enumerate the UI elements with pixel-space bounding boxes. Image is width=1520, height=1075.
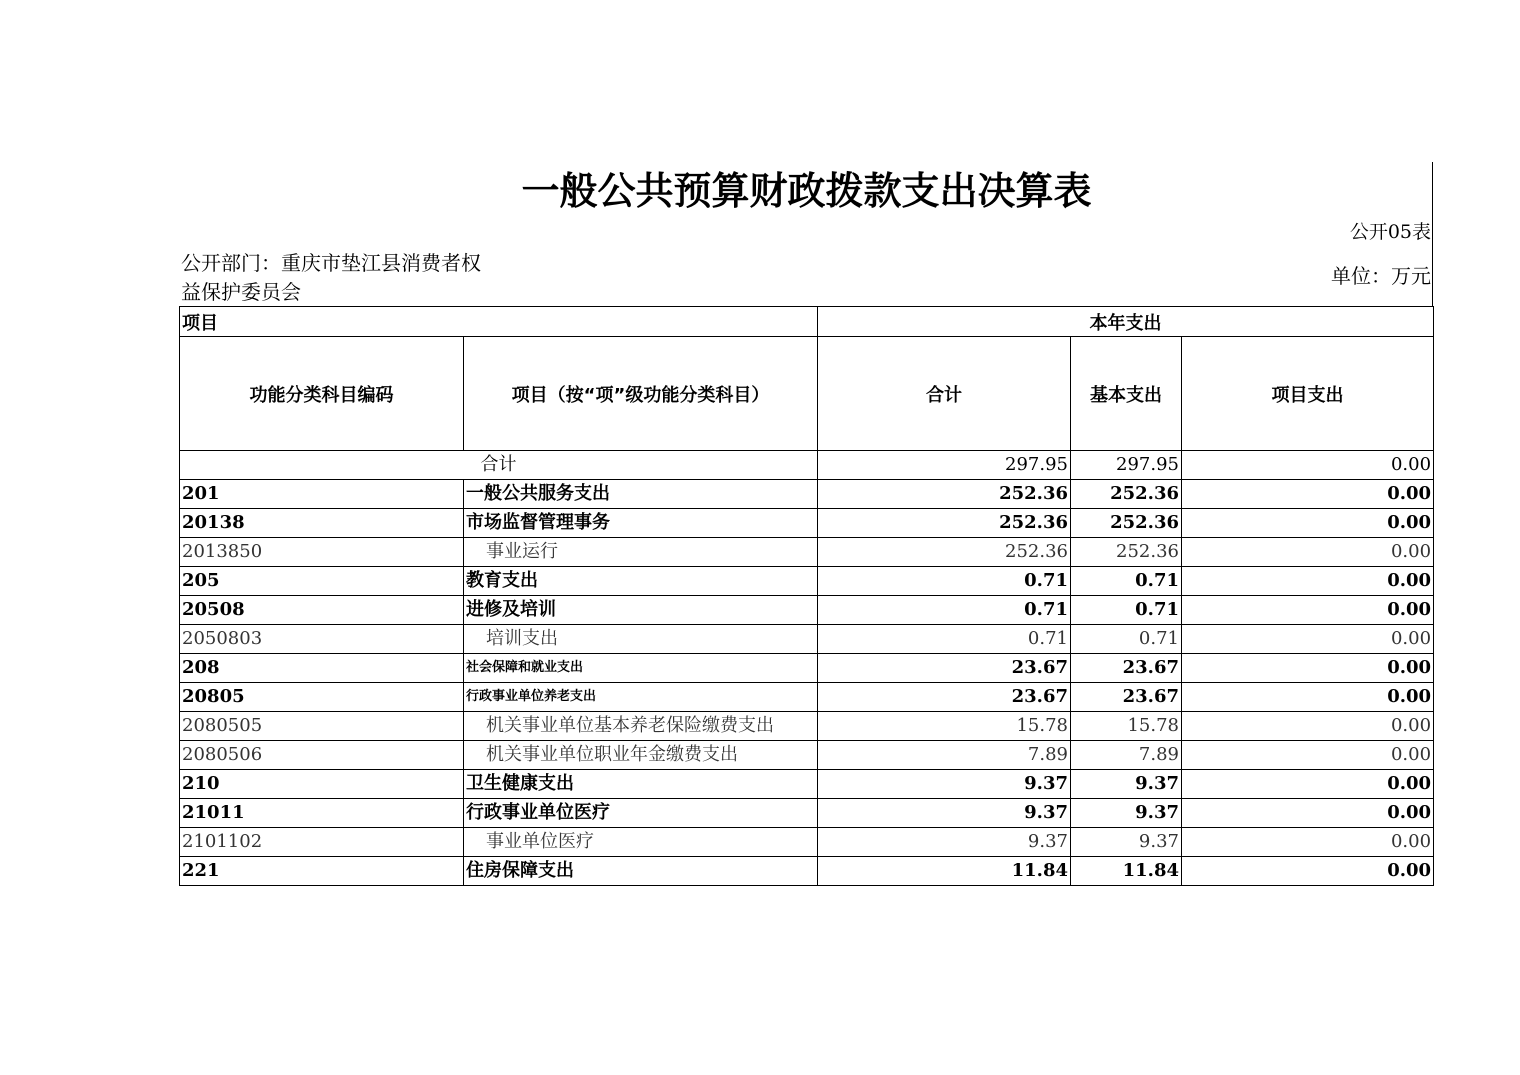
- header-project-expense: 项目支出: [1182, 337, 1434, 451]
- row-basic: 0.71: [1071, 567, 1182, 596]
- row-code: 20138: [180, 509, 464, 538]
- row-name: 机关事业单位基本养老保险缴费支出: [464, 712, 818, 741]
- row-total: 252.36: [818, 509, 1071, 538]
- row-project: 0.00: [1182, 480, 1434, 509]
- row-name: 培训支出: [464, 625, 818, 654]
- table-row: [180, 683, 1434, 712]
- row-total: 7.89: [818, 741, 1071, 770]
- page-title: 一般公共预算财政拨款支出决算表: [521, 169, 1092, 213]
- table-row: [180, 480, 1434, 509]
- header-item: 项目（按“项”级功能分类科目）: [464, 337, 818, 451]
- row-name: 市场监督管理事务: [464, 509, 818, 538]
- unit-label: 单位：万元: [1331, 264, 1431, 288]
- row-total: 9.37: [818, 770, 1071, 799]
- row-project: 0.00: [1182, 596, 1434, 625]
- row-project: 0.00: [1182, 567, 1434, 596]
- row-basic: 0.71: [1071, 625, 1182, 654]
- table-row: [180, 799, 1434, 828]
- header-code: 功能分类科目编码: [180, 337, 464, 451]
- row-basic: 9.37: [1071, 828, 1182, 857]
- row-code: 201: [180, 480, 464, 509]
- table-row: [180, 828, 1434, 857]
- row-project: 0.00: [1182, 654, 1434, 683]
- total-row: [180, 451, 1434, 480]
- row-name: 行政事业单位养老支出: [464, 683, 818, 712]
- expense-table: [179, 306, 1434, 886]
- table-row: [180, 538, 1434, 567]
- header-row-top: [180, 307, 1434, 337]
- row-code: 20508: [180, 596, 464, 625]
- row-total: 0.71: [818, 625, 1071, 654]
- vertical-rule: [1432, 162, 1433, 307]
- row-name: 社会保障和就业支出: [464, 654, 818, 683]
- table-row: [180, 741, 1434, 770]
- row-code: 21011: [180, 799, 464, 828]
- row-project: 0.00: [1182, 770, 1434, 799]
- row-basic: 7.89: [1071, 741, 1182, 770]
- row-project: 0.00: [1182, 799, 1434, 828]
- row-total: 23.67: [818, 654, 1071, 683]
- header-project: 项目: [180, 307, 818, 337]
- row-basic: 9.37: [1071, 799, 1182, 828]
- row-total: 23.67: [818, 683, 1071, 712]
- table-row: [180, 654, 1434, 683]
- row-project: 0.00: [1182, 712, 1434, 741]
- table-row: [180, 857, 1434, 886]
- row-basic: 252.36: [1071, 480, 1182, 509]
- department-label: 公开部门：重庆市垫江县消费者权益保护委员会: [181, 251, 481, 304]
- row-name: 教育支出: [464, 567, 818, 596]
- row-project: 0.00: [1182, 828, 1434, 857]
- table-row: [180, 712, 1434, 741]
- row-code: 2013850: [180, 538, 464, 567]
- row-total: 9.37: [818, 828, 1071, 857]
- row-total: 15.78: [818, 712, 1071, 741]
- row-total: 0.71: [818, 567, 1071, 596]
- row-total: 9.37: [818, 799, 1071, 828]
- row-name: 一般公共服务支出: [464, 480, 818, 509]
- header-row-columns: [180, 337, 1434, 451]
- header-current-year-expense: 本年支出: [818, 307, 1434, 337]
- row-code: 210: [180, 770, 464, 799]
- table-row: [180, 625, 1434, 654]
- table-row: [180, 509, 1434, 538]
- row-project: 0.00: [1182, 857, 1434, 886]
- row-name: 行政事业单位医疗: [464, 799, 818, 828]
- row-name: 住房保障支出: [464, 857, 818, 886]
- row-total: 0.71: [818, 596, 1071, 625]
- row-total: 11.84: [818, 857, 1071, 886]
- row-code: 205: [180, 567, 464, 596]
- row-project: 0.00: [1182, 741, 1434, 770]
- row-name: 事业单位医疗: [464, 828, 818, 857]
- row-name: 机关事业单位职业年金缴费支出: [464, 741, 818, 770]
- header-basic: 基本支出: [1071, 337, 1182, 451]
- row-name: 卫生健康支出: [464, 770, 818, 799]
- row-code: 2050803: [180, 625, 464, 654]
- form-number: 公开05表: [1349, 221, 1431, 243]
- row-code: 20805: [180, 683, 464, 712]
- total-basic: 297.95: [1071, 451, 1182, 480]
- table-row: [180, 567, 1434, 596]
- row-total: 252.36: [818, 480, 1071, 509]
- row-total: 252.36: [818, 538, 1071, 567]
- row-project: 0.00: [1182, 538, 1434, 567]
- row-basic: 252.36: [1071, 538, 1182, 567]
- row-project: 0.00: [1182, 509, 1434, 538]
- row-code: 2080505: [180, 712, 464, 741]
- row-name: 事业运行: [464, 538, 818, 567]
- row-code: 208: [180, 654, 464, 683]
- row-basic: 23.67: [1071, 654, 1182, 683]
- row-name: 进修及培训: [464, 596, 818, 625]
- row-basic: 15.78: [1071, 712, 1182, 741]
- table-row: [180, 770, 1434, 799]
- row-project: 0.00: [1182, 683, 1434, 712]
- row-basic: 252.36: [1071, 509, 1182, 538]
- table-row: [180, 596, 1434, 625]
- row-code: 2080506: [180, 741, 464, 770]
- header-total: 合计: [818, 337, 1071, 451]
- row-basic: 23.67: [1071, 683, 1182, 712]
- total-project: 0.00: [1182, 451, 1434, 480]
- row-code: 2101102: [180, 828, 464, 857]
- total-total: 297.95: [818, 451, 1071, 480]
- row-basic: 11.84: [1071, 857, 1182, 886]
- row-project: 0.00: [1182, 625, 1434, 654]
- row-code: 221: [180, 857, 464, 886]
- row-basic: 0.71: [1071, 596, 1182, 625]
- row-basic: 9.37: [1071, 770, 1182, 799]
- total-label: 合计: [180, 451, 818, 480]
